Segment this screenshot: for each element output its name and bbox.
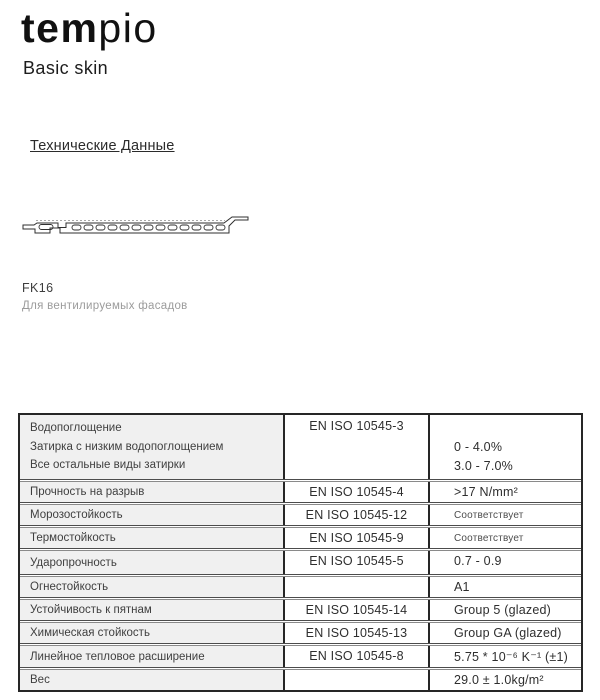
table-row xyxy=(20,527,581,549)
spec-label: Водопоглощение Затирка с низким водопоглощением Все остальные виды затирки xyxy=(20,415,285,479)
spec-label: Линейное тепловое расширение xyxy=(20,646,285,667)
spec-value: 0 - 4.0% 3.0 - 7.0% xyxy=(454,440,513,473)
brand-logo xyxy=(21,6,158,50)
spec-label: Огнестойкость xyxy=(20,577,285,597)
spec-value: 0.7 - 0.9 xyxy=(454,554,502,568)
spec-value: Соответствует xyxy=(454,533,524,544)
spec-label: Вес xyxy=(20,670,285,690)
spec-value: 5.75 * 10⁻⁶ K⁻¹ (±1) xyxy=(454,650,568,664)
perforation-holes xyxy=(72,225,225,230)
spec-label: Устойчивость к пятнам xyxy=(20,600,285,620)
spec-value: Group 5 (glazed) xyxy=(454,603,551,617)
spec-standard xyxy=(285,670,430,690)
spec-label: Химическая стойкость xyxy=(20,623,285,643)
table-row xyxy=(20,669,581,690)
spec-standard: EN ISO 10545-3 xyxy=(285,415,430,479)
product-line-label: Basic skin xyxy=(23,58,109,78)
table-row xyxy=(20,415,581,480)
table-row xyxy=(20,622,581,644)
spec-value: Соответствует xyxy=(454,510,524,521)
spec-value: 29.0 ± 1.0kg/m² xyxy=(454,673,544,687)
spec-standard: EN ISO 10545-12 xyxy=(285,505,430,525)
spec-value: >17 N/mm² xyxy=(454,485,518,499)
spec-standard: EN ISO 10545-13 xyxy=(285,623,430,643)
brand-logo-bold: tem xyxy=(21,5,99,51)
spec-standard: EN ISO 10545-9 xyxy=(285,528,430,548)
table-row xyxy=(20,576,581,598)
spec-label: Термостойкость xyxy=(20,528,285,548)
spec-standard: EN ISO 10545-8 xyxy=(285,646,430,667)
table-row xyxy=(20,550,581,575)
spec-label: Ударопрочность xyxy=(20,551,285,574)
table-row xyxy=(20,504,581,526)
table-row xyxy=(20,481,581,503)
panel-profile-drawing xyxy=(20,213,252,245)
spec-standard: EN ISO 10545-4 xyxy=(285,482,430,502)
product-code: FK16 xyxy=(22,281,54,295)
table-row xyxy=(20,599,581,621)
tech-specs-table xyxy=(18,413,583,692)
spec-value: A1 xyxy=(454,580,470,594)
spec-standard: EN ISO 10545-5 xyxy=(285,551,430,574)
spec-standard: EN ISO 10545-14 xyxy=(285,600,430,620)
spec-value: Group GA (glazed) xyxy=(454,626,562,640)
product-description: Для вентилируемых фасадов xyxy=(22,300,188,312)
tech-data-link[interactable]: Технические Данные xyxy=(30,138,175,154)
spec-label: Морозостойкость xyxy=(20,505,285,525)
brand-logo-light: pio xyxy=(98,5,158,51)
spec-label: Прочность на разрыв xyxy=(20,482,285,502)
table-row xyxy=(20,645,581,668)
spec-standard xyxy=(285,577,430,597)
